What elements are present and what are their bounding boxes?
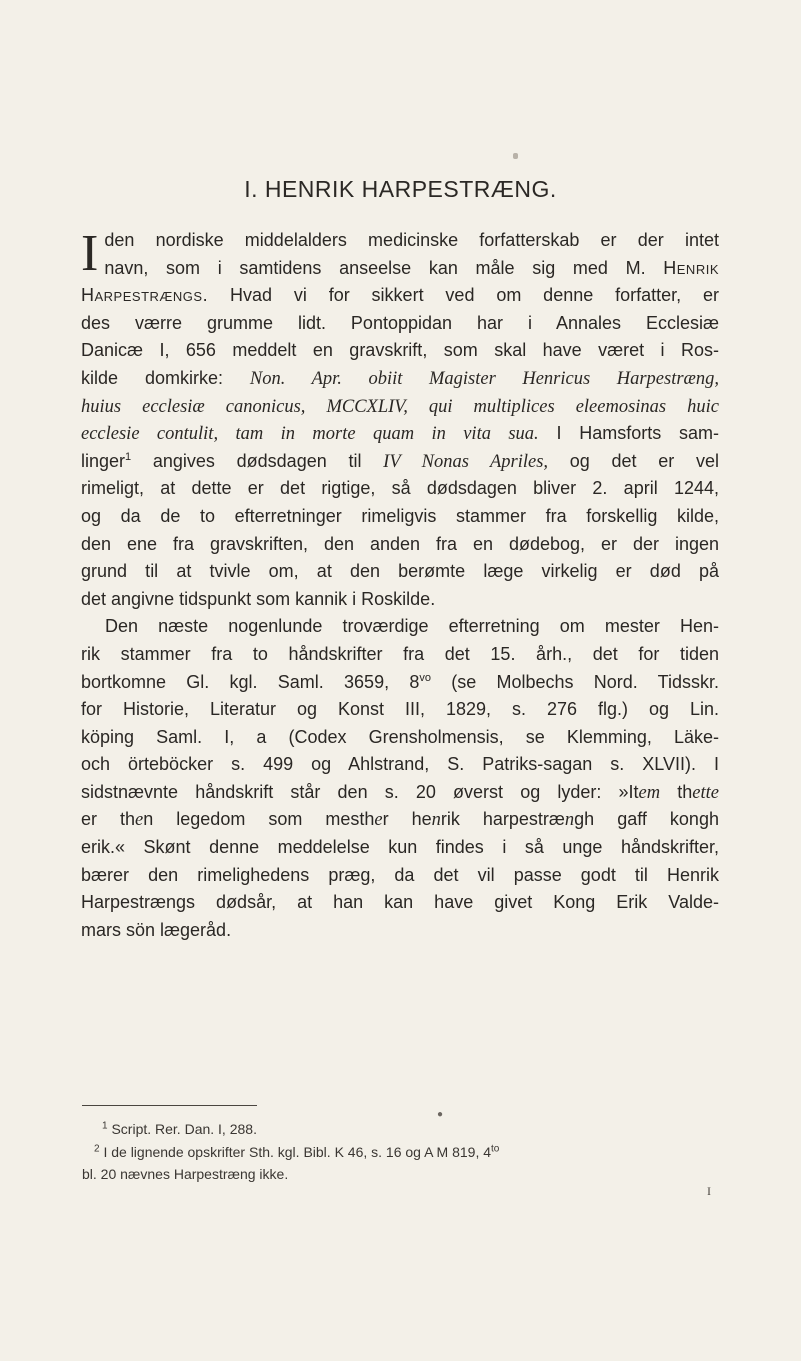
text-line: og da de to efterretninger rimeligvis stammer fra forskellig kilde,	[81, 505, 719, 526]
text-line: Harpestrængs dødsår, at han kan have givet Kong Erik Valde-	[81, 892, 719, 913]
footnote-2: $^2$ I de lignende opskrifter Sth. kgl. Bibl. K 46, s. 16 og A M 819, $4^{to}$	[94, 1142, 500, 1160]
text-line: grund til at tvivle om, at den berømte læge virkelig er død på	[81, 561, 719, 582]
text-line: rimeligt, at dette er det rigtige, så dødsdagen bliver 2. april 1244,	[81, 478, 719, 499]
text-line: Danicæ I, 656 meddelt en gravskrift, som skal have været i Ros-	[81, 340, 719, 361]
text-line: Den næste nogenlunde troværdige efterretning om mester Hen-	[105, 616, 719, 637]
main-text	[81, 227, 719, 944]
text-line: bortkomne Gl. kgl. Saml. 3659, $8^{vo}$ (se Molbechs Nord. Tidsskr.	[81, 671, 720, 692]
latin-quote: huius ecclesiæ canonicus, MCCXLIV, qui multiplices eleemosinas huic	[81, 396, 719, 417]
latin-quote: IV Nonas Apriles,	[383, 451, 549, 472]
text-line: köping Saml. I, a (Codex Grensholmensis, se Klemming, Läke-	[81, 726, 719, 747]
text-line: och örteböcker s. 499 og Ahlstrand, S. Patriks-sagan s. XLVII). I	[81, 754, 719, 775]
drop-cap: I	[81, 227, 99, 282]
footnotes	[82, 1118, 722, 1186]
text-line: navn, som i samtidens anseelse kan måle sig med M. Henrik	[104, 257, 719, 278]
text-line: den ene fra gravskriften, den anden fra en dødebog, er der ingen	[81, 533, 719, 554]
text-line: kilde domkirke: Non. Apr. obiit Magister Henricus Harpestræng,	[81, 367, 719, 389]
text-line: for Historie, Literatur og Konst III, 1829, s. 276 flg.) og Lin.	[81, 699, 719, 720]
text-line: mars sön lægeråd.	[81, 919, 232, 940]
author-name: Henrik	[663, 257, 719, 278]
footnote-ref: 1	[125, 450, 132, 463]
text-line: det angivne tidspunkt som kannik i Roskilde.	[81, 588, 436, 609]
text-line: ecclesie contulit, tam in morte quam in vita sua. I Hamsforts sam-	[81, 423, 720, 445]
latin-quote: Non. Apr. obiit Magister Henricus Harpestræng,	[249, 368, 719, 389]
footnote-divider	[82, 1105, 257, 1106]
latin-quote: ecclesie contulit, tam in morte quam in vita sua.	[81, 424, 539, 445]
paragraph-1	[81, 227, 719, 282]
text-line: er then legedom som mesther henrik harpestrængh gaff kongh	[81, 809, 719, 831]
text-line: sidstnævnte håndskrift står den s. 20 øverst og lyder: »Item thette	[81, 781, 719, 803]
text-line: des værre grumme lidt. Pontoppidan har i Annales Ecclesiæ	[81, 312, 719, 333]
format-superscript: vo	[419, 671, 431, 684]
text-line: Harpestrængs. Hvad vi for sikkert ved om denne forfatter, er	[81, 285, 719, 306]
text-line: bærer den rimelighedens præg, da det vil passe godt til Henrik	[81, 864, 719, 885]
ornament-dot: ●	[437, 1109, 444, 1120]
page-number: I	[707, 1184, 711, 1198]
text-line	[81, 393, 719, 421]
footnote-1: $^1$ Script. Rer. Dan. I, 288.	[102, 1120, 257, 1137]
chapter-title: I. HENRIK HARPESTRÆNG.	[244, 176, 557, 202]
text-line: den nordiske middelalders medicinske forfatterskab er der intet	[104, 230, 719, 250]
text-line: erik.« Skønt denne meddelelse kun findes i så unge håndskrifter,	[81, 837, 719, 858]
author-name: Harpestrængs.	[81, 285, 209, 306]
footnote-2-cont: bl. 20 nævnes Harpestræng ikke.	[82, 1166, 289, 1182]
text-line: linger$^1$ angives dødsdagen til IV Nonas Apriles, og det er vel	[81, 450, 719, 472]
paper-speck	[513, 153, 518, 159]
text-line: rik stammer fra to håndskrifter fra det 15. årh., det for tiden	[81, 643, 719, 664]
